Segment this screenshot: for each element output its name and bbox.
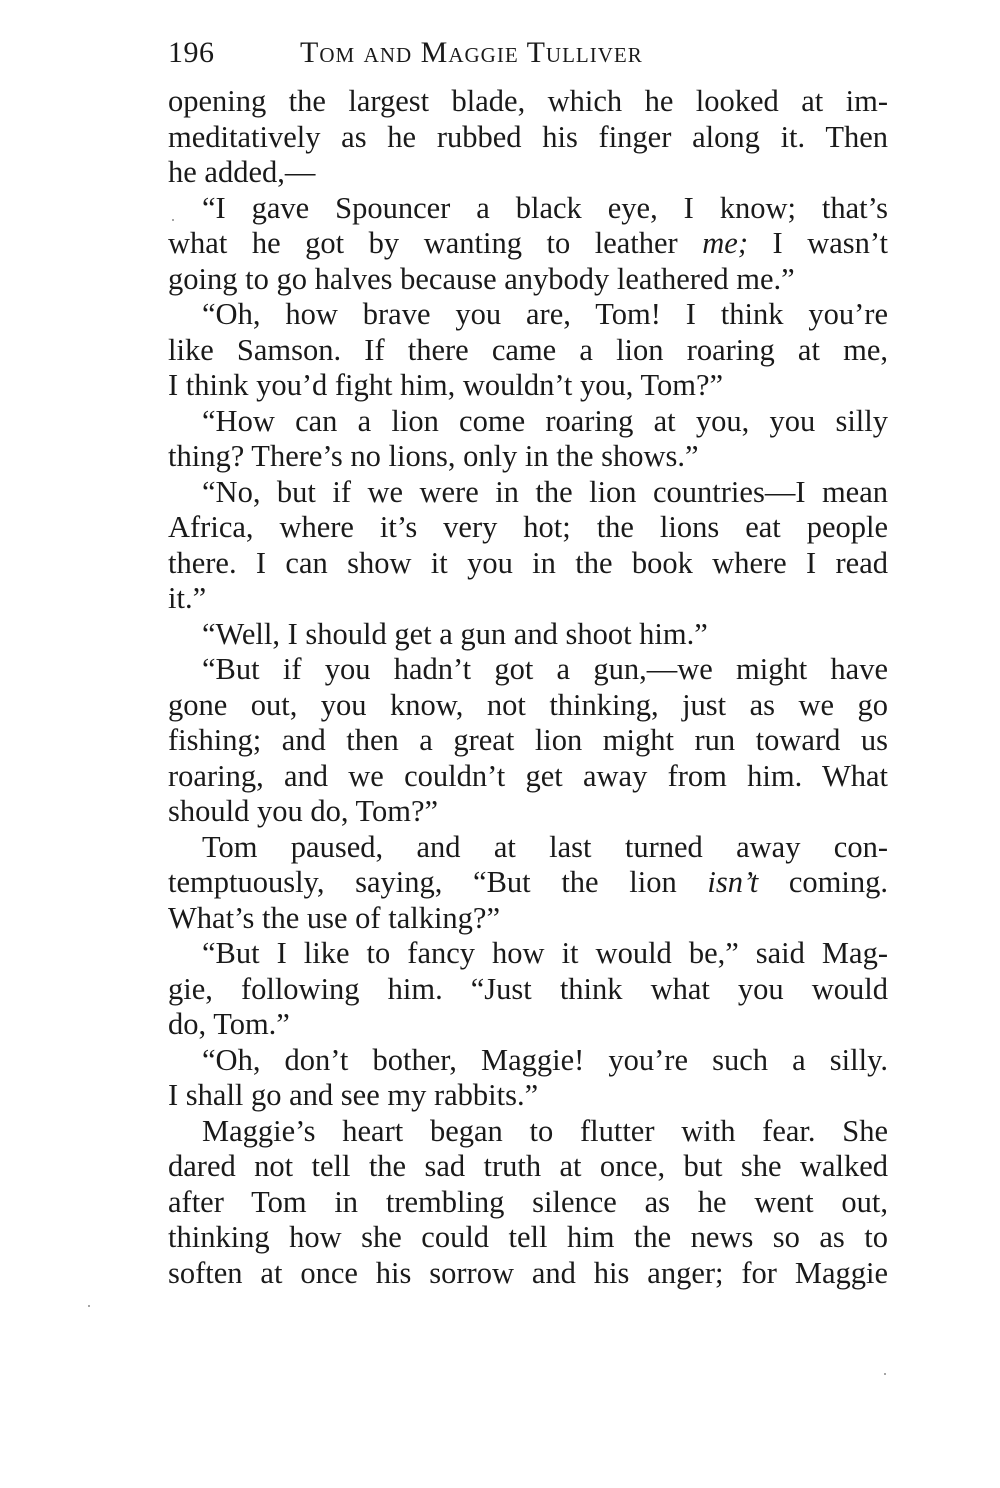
text-line: Africa, where it’s very hot; the lions eat people [168,510,888,544]
text-line: meditatively as he rubbed his finger along it. Then [168,119,888,154]
text-line: “Oh, how brave you are, Tom! I think you’re [202,297,888,331]
emphasis: isn’t [707,865,759,899]
text-line: I shall go and see my rabbits.” [168,1078,539,1112]
text-line: “Well, I should get a gun and shoot him.” [202,616,708,651]
text-line: there. I can show it you in the book where I read [168,545,888,580]
text-line: “Oh, don’t bother, Maggie! you’re such a silly. [202,1042,888,1077]
running-title: Tom and Maggie Tulliver [300,36,643,69]
scan-speck [88,1305,90,1307]
text-line: should you do, Tom?” [168,794,439,828]
text-line: roaring, and we couldn’t get away from him. What [168,758,888,793]
page-content [168,36,888,1291]
running-header [168,36,888,76]
text-line: “But if you hadn’t got a gun,—we might have [202,652,888,686]
text-line: he added,— [168,155,316,189]
text-line: like Samson. If there came a lion roaring at me, [168,332,888,367]
text-line: gone out, you know, not thinking, just as we go [168,687,888,722]
text-line: What’s the use of talking?” [168,900,501,935]
text-line: soften at once his sorrow and his anger; for Maggie [168,1255,888,1290]
text-line: thing? There’s no lions, only in the shows.” [168,439,699,473]
scan-speck [884,1373,886,1375]
text-line: “No, but if we were in the lion countries—I mean [202,474,888,509]
text-line: I think you’d fight him, wouldn’t you, Tom?” [168,368,724,402]
text-line: going to go halves because anybody leathered me.” [168,261,795,296]
page-number: 196 [168,36,215,69]
text-line: after Tom in trembling silence as he went out, [168,1184,888,1219]
text-line: “How can a lion come roaring at you, you silly [202,403,888,438]
body-text [168,84,888,1291]
text-line: Maggie’s heart began to flutter with fear. She [202,1113,888,1148]
text-line: Tom paused, and at last turned away con- [202,829,888,864]
text-line: “But I like to fancy how it would be,” said Mag- [202,936,888,970]
text-line: thinking how she could tell him the news so as to [168,1220,888,1254]
text-line: gie, following him. “Just think what you would [168,971,888,1006]
text-line: dared not tell the sad truth at once, but she walked [168,1149,888,1183]
text-line: what he got by wanting to leather me; I wasn’t [168,226,888,260]
text-line: do, Tom.” [168,1007,290,1041]
text-line: “I gave Spouncer a black eye, I know; that’s [202,190,888,225]
scan-speck [172,219,174,221]
text-line: it.” [168,581,207,615]
text-line: fishing; and then a great lion might run toward us [168,723,888,757]
emphasis: me; [702,226,748,260]
text-line: temptuously, saying, “But the lion isn’t coming. [168,865,888,899]
text-line: opening the largest blade, which he looked at im- [168,84,888,118]
